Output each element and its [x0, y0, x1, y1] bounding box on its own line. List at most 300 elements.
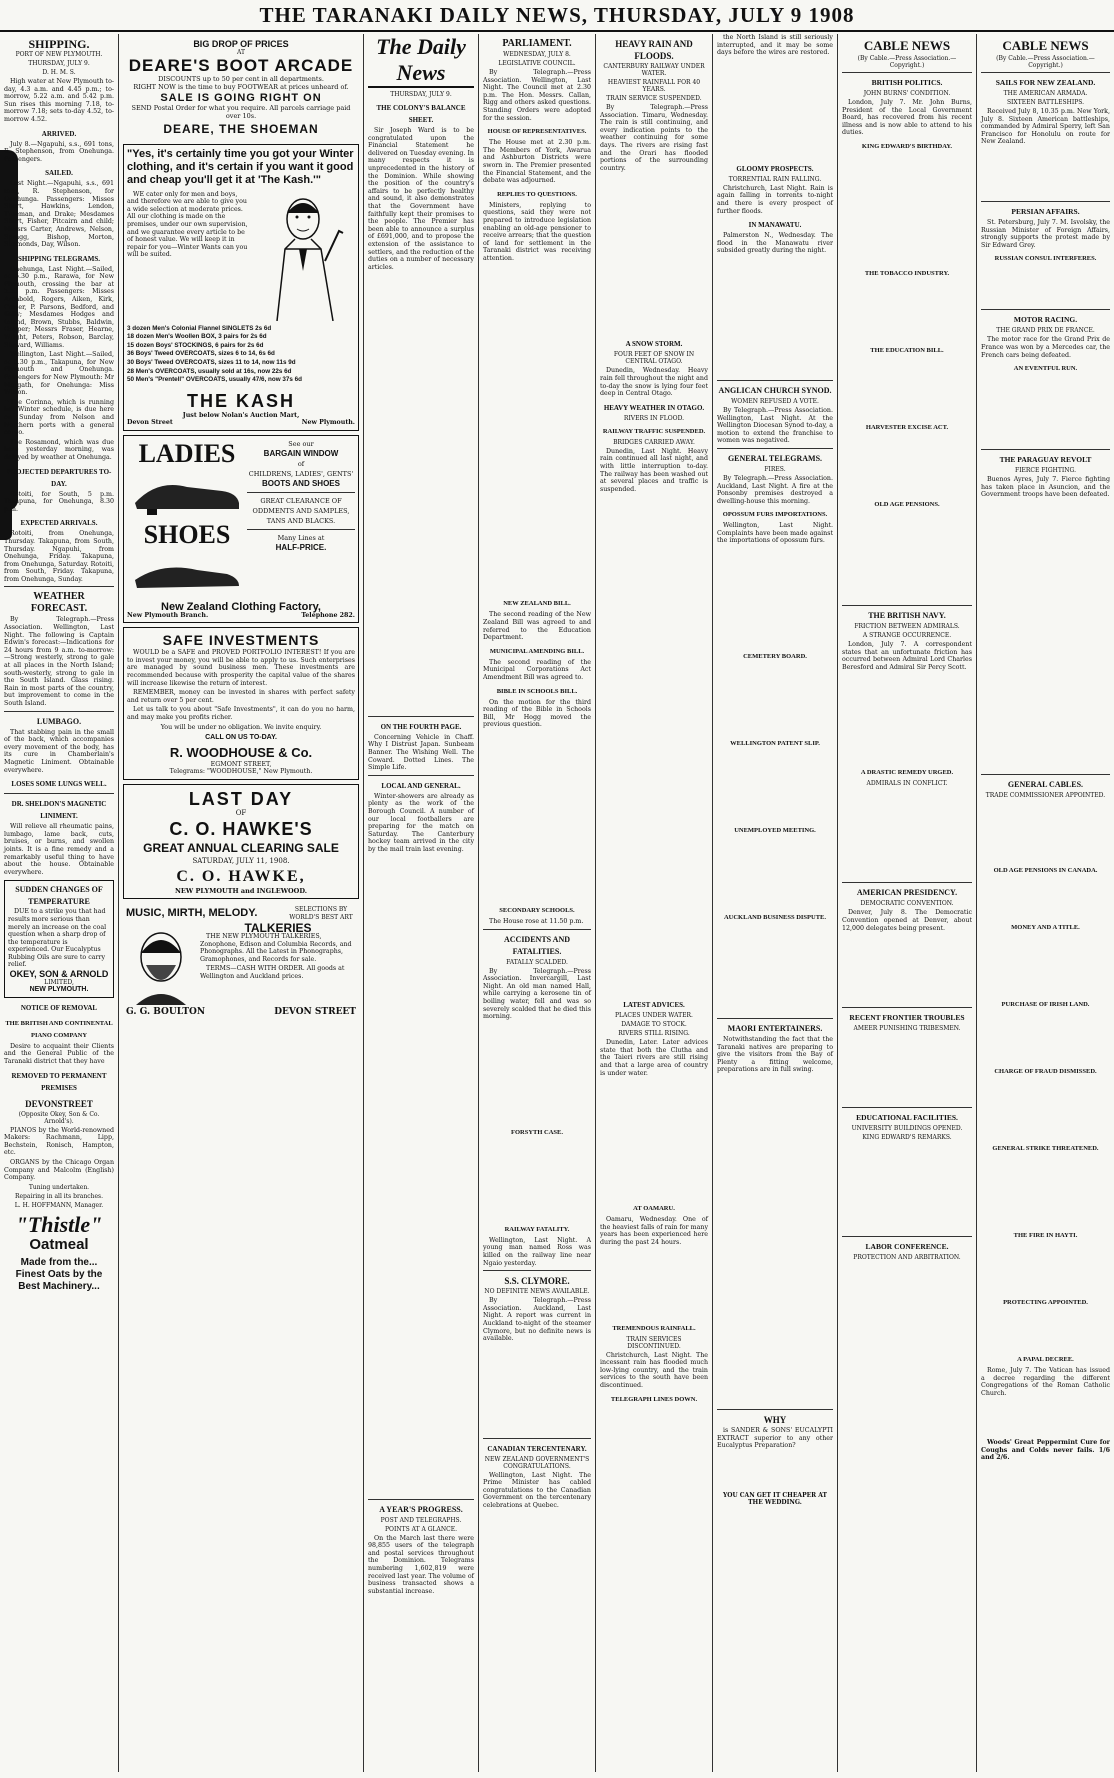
music-body: THE NEW PLYMOUTH TALKERIES, Zonophone, Edison and Columbia Records, and Phonographs. All the Latest in Phonographs, Gramophones, and Records for sale. [200, 932, 352, 963]
shipping-date: THURSDAY, JULY 9. [28, 60, 90, 67]
deare-sale: SALE IS GOING RIGHT ON [160, 92, 322, 105]
safe-remember: REMEMBER, money can be invested in shares with perfect safety and return over 5 per cent. [127, 689, 355, 704]
clymore-title: S.S. CLYMORE. [504, 1276, 570, 1287]
thistle-tag2: Finest Oats by the [15, 1268, 103, 1280]
unemployed-title: UNEMPLOYED MEETING. [734, 827, 816, 835]
labor-title: LABOR CONFERENCE. [865, 1242, 949, 1252]
arrived-body: July 8.—Ngapuhi, s.s., 691 tons, E. Stephenson, from Onehunga. Passengers. [4, 140, 114, 163]
pardon-text-block [981, 1310, 1110, 1350]
hawke-line1: LAST DAY [188, 789, 294, 809]
fraud-title: CHARGE OF FRAUD DISMISSED. [994, 1067, 1097, 1075]
shipping-port: PORT OF NEW PLYMOUTH. [15, 51, 103, 58]
ladies-right2: BARGAIN WINDOW [263, 448, 339, 458]
shipping-telegrams-title: SHIPPING TELEGRAMS. [18, 254, 100, 263]
column-shipping [0, 34, 118, 1772]
opossum-title: OPOSSUM FURS IMPORTATIONS. [722, 511, 828, 519]
parliament-date: WEDNESDAY, JULY 8. [503, 51, 571, 58]
music-street: DEVON STREET [274, 1007, 356, 1018]
shipping-wellington: Wellington, Last Night.—Sailed, at 6.30 p.m., Takapuna, for New Plymouth and Onehunga. Passengers for New Plymouth: Mr Morgath, for Onehunga: Miss Wilson. [4, 351, 114, 397]
harvester-text-block [842, 435, 972, 495]
removal-company: THE BRITISH AND CONTINENTAL PIANO COMPANY [5, 1019, 113, 1039]
eventful-text-block [981, 376, 1110, 446]
latest-sub2: DAMAGE TO STOCK. [621, 1021, 687, 1029]
thistle-product: Oatmeal [29, 1235, 89, 1253]
fleet-sub: SIXTEEN BATTLESHIPS. [1006, 99, 1085, 106]
deare-sign: DEARE, THE SHOEMAN [163, 121, 319, 136]
clymore-sub: NO DEFINITE NEWS AVAILABLE. [484, 1288, 590, 1296]
hawke-town: NEW PLYMOUTH and INGLEWOOD. [174, 886, 307, 895]
shipping-telegrams-body: Onehunga, Last Night.—Sailed, at 5.30 p.m., Rarawa, for New Plymouth, crossing the bar at 5.53 p.m. Passengers: Misses Archbold, Rogers, Aiken, Kirk, Fraser, P. Parsons, Bedford, and Kelly; Mesdames Hodges and Inland, Brown, Stubbs, Baldwin, Hopper; Messrs Fraser, Hearne, Wright, Peters, Robson, Barclay, Steward, Williams. [4, 265, 114, 349]
clymore-text-block [483, 1345, 591, 1435]
mid-text-block [717, 59, 833, 159]
paraguay-sub: FIERCE FIGHTING. [1015, 467, 1076, 475]
lumbago-body: That stabbing pain in the small of the back, which accompanies every movement of the body, has its cure in Chamberlain's Magnetic Liniment. Obtainable everywhere. [4, 728, 114, 774]
tobacco-title: THE TOBACCO INDUSTRY. [864, 269, 950, 277]
music-sign: G. G. BOULTON [126, 1007, 206, 1018]
why-body: is SANDER & SONS' EUCALYPTI EXTRACT superior to any other Eucalyptus Preparation? [717, 1427, 833, 1450]
american-sub: DEMOCRATIC CONVENTION. [860, 900, 954, 908]
fourth-page-body: Concerning Vehicle in Chaff. Why I Distrust Japan. Sunbeam Banner. The Wishing Well. The Coward. Dotted Lines. The Simple Life. [368, 733, 474, 772]
ladies-right5: BOOTS AND SHOES [262, 478, 340, 488]
music-title: MUSIC, MIRTH, MELODY. [126, 906, 258, 919]
edufac-sub: UNIVERSITY BUILDINGS OPENED. [851, 1125, 963, 1133]
ladies-right3: of [297, 459, 305, 468]
pardon-title: PROTECTING APPOINTED. [1003, 1298, 1088, 1306]
anglican-body: By Telegraph.—Press Association. Wellington, Last Night. At the Wellington Diocesan Synod to-day, a motion to extend the franchise to women was negatived. [717, 406, 833, 445]
opossum-body: Wellington, Last Night. Complaints have been made against the importations of opossum furs. [717, 522, 833, 545]
ladies-right1: See our [288, 439, 314, 448]
progress-sub2: POINTS AT A GLANCE. [385, 1525, 457, 1533]
thistle-ad [4, 1213, 114, 1293]
parliament-title: PARLIAMENT. [502, 38, 572, 49]
canada-pensions-title: OLD AGE PENSIONS IN CANADA. [993, 866, 1098, 874]
politics-sub: JOHN BURNS' CONDITION. [863, 90, 951, 97]
accidents-sub: FATALLY SCALDED. [506, 958, 568, 966]
traffic-sub: BRIDGES CARRIED AWAY. [613, 438, 695, 446]
hawke-sale-ad [123, 784, 359, 899]
bill1-body: The second reading of the New Zealand Bill was agreed to and referred to the Education Department. [483, 611, 591, 642]
accidents-title: ACCIDENTS AND FATALITIES. [503, 934, 570, 956]
daily-news-title: The Daily News [368, 34, 474, 88]
navy-text-block [842, 673, 972, 763]
rain-sub3: TRAIN SERVICE SUSPENDED. [606, 95, 702, 102]
old-age-pensions-title: OLD AGE PENSIONS. [874, 500, 940, 508]
navy-sub2: A STRANGE OCCURRENCE. [862, 631, 952, 639]
fourth-page-title: ON THE FOURTH PAGE. [380, 722, 462, 731]
maori-text-block [717, 1076, 833, 1406]
editorial-text-block [368, 283, 474, 713]
gloomy-body: Christchurch, Last Night. Rain is again falling in torrents to-night and there is every prospect of further floods. [717, 184, 833, 215]
deare-line4: RIGHT NOW is the time to buy FOOTWEAR at prices unheard of. [133, 82, 349, 91]
okey-limited: LIMITED, [44, 978, 74, 986]
latest-title: LATEST ADVICES. [623, 1001, 685, 1010]
maori-title: MAORI ENTERTAINERS. [727, 1024, 823, 1034]
expected-title: EXPECTED ARRIVALS. [20, 519, 98, 528]
latest-sub3: RIVERS STILL RISING. [618, 1030, 690, 1038]
weather-body: By Telegraph.—Press Association. Wellington, Last Night. The following is Captain Edwin's forecast:—Indications for 24 hours from 9 a.m. to-morrow:—Strong westerly, strong to gale at all places in the North Island; south-westerly, strong to gale in the South Island. Glass rising. Rain in most parts of the country, but improvement to come in the South Island. [4, 616, 114, 707]
column-general-telegrams [713, 34, 837, 1772]
strike-text-block [981, 1156, 1110, 1226]
sails-title: SAILS FOR NEW ZEALAND. [995, 78, 1096, 87]
departures-title: PROJECTED DEPARTURES TO-DAY. [6, 467, 112, 488]
russian-text-block [981, 266, 1110, 306]
fires-body: By Telegraph.—Press Association. Auckland, Last Night. A fire at the Ponsonby premises destroyed a dwelling-house this morning. [717, 474, 833, 505]
maori-body: Notwithstanding the fact that the Taranaki natives are preparing to give the visitors from the Bay of Plenty a fitting welcome, preparations are in full swing. [717, 1036, 833, 1074]
hawke-name: C. O. HAWKE'S [169, 818, 313, 839]
kash-name: THE KASH [186, 390, 295, 411]
general-telegrams-title: GENERAL TELEGRAMS. [727, 453, 823, 463]
education-bill-title: THE EDUCATION BILL. [870, 346, 944, 354]
safe-investments-ad [123, 627, 359, 780]
navy-body: London, July 7. A correspondent states that an unfortunate friction has occurred between Admiral Lord Charles Beresford and Admiral Sir Percy Scott. [842, 640, 972, 671]
tobacco-text-block [842, 281, 972, 341]
american-title: AMERICAN PRESIDENCY. [856, 888, 958, 898]
fleet-body: Received July 8, 10.35 p.m. New York, July 8. Sixteen American battleships, commanded by Admiral Sperry, left San Francisco for Honolulu on route for New Zealand. [981, 108, 1110, 146]
cemetery-title: CEMETERY BOARD. [743, 653, 807, 661]
bill-text-block [483, 731, 591, 901]
column-heavy-rain [596, 34, 712, 1772]
ladies-shoes-ad [123, 435, 359, 623]
kash-item: 28 Men's OVERCOATS, usually sold at 16s, now 22s 6d [127, 367, 292, 375]
kash-ad [123, 144, 359, 431]
tremendous-title: TREMENDOUS RAINFALL. [612, 1324, 696, 1332]
forsyth-title: FORSYTH CASE. [510, 1128, 563, 1136]
removal-opposite: (Opposite Okey, Son & Co. Arnold's). [18, 1110, 100, 1125]
safe-street: EGMONT STREET, [210, 760, 272, 768]
cable1-title: CABLE NEWS [863, 38, 951, 53]
eventful-title: AN EVENTFUL RUN. [1013, 365, 1078, 373]
progress-title: A YEAR'S PROGRESS. [379, 1504, 463, 1514]
unemployed-text-block [717, 838, 833, 908]
removal-repairs: Repairing in all its branches. [14, 1192, 104, 1200]
kash-item: 15 dozen Boys' STOCKINGS, 6 pairs for 2s 6d [127, 341, 264, 349]
hawke-sale: GREAT ANNUAL CLEARING SALE [143, 840, 339, 855]
removal-title: NOTICE OF REMOVAL [20, 1003, 98, 1012]
general-cables-sub: TRADE COMMISSIONER APPOINTED. [985, 791, 1106, 799]
cemetery-text-block [717, 664, 833, 734]
accidents-body: By Telegraph.—Press Association. Invercargill, Last Night. An old man named Hall, while carrying a kerosene tin of boiling water, fell and was so severely scalded that he died this morning. [483, 967, 591, 1021]
rain-sub1: CANTERBURY RAILWAY UNDER WATER. [603, 63, 705, 77]
deare-ad [123, 38, 359, 140]
money-title: MONEY AND A TITLE. [1011, 923, 1080, 931]
progress-body: On the March last there were 98,855 users of the telegraph and postal services throughout the Dominion. Telegrams numbering 1,602,819 were received last year. The volume of business transacted shows a substantial increase. [368, 1534, 474, 1595]
kash-item: 36 Boys' Tweed OVERCOATS, sizes 6 to 14, 6s 6d [127, 350, 275, 358]
shipping-rosamond: The Rosamond, which was due here yesterday morning, was delayed by weather at Onehunga. [4, 438, 114, 461]
replies-title: REPLIES TO QUESTIONS. [497, 190, 577, 198]
general-cables-title: GENERAL CABLES. [1007, 779, 1084, 789]
frontier-text-block [842, 1034, 972, 1104]
ladies-right8: HALF-PRICE. [275, 542, 327, 552]
cable1-sub: (By Cable.—Press Association.—Copyright.) [857, 55, 957, 69]
tremendous-sub: TRAIN SERVICES DISCONTINUED. [626, 1335, 682, 1350]
papal-text-block [981, 1399, 1110, 1439]
edufac-text-block [842, 1143, 972, 1233]
money-text-block [981, 935, 1110, 995]
bill3-title: BIBLE IN SCHOOLS BILL. [496, 687, 578, 695]
kash-addr2: Devon Street [127, 419, 173, 427]
sudden-changes-ad [4, 880, 114, 998]
anglican-sub: WOMEN REFUSED A VOTE. [731, 397, 819, 405]
daily-news-date: THURSDAY, JULY 9. [390, 91, 452, 98]
rain-body: By Telegraph.—Press Association. Timaru, Wednesday. The rain is still continuing, and every indication points to the weather continuing for some days. The rivers are rising fast and the Orari has flooded portions of the surrounding country. [600, 104, 708, 172]
edufac-title: EDUCATIONAL FACILITIES. [856, 1113, 958, 1123]
kash-addr3: New Plymouth. [301, 419, 355, 427]
portrait-illustration [126, 925, 196, 1005]
frontier-title: RECENT FRONTIER TROUBLES [849, 1013, 965, 1023]
kash-addr1: Just below Nolan's Auction Mart, [182, 411, 300, 419]
russian-title: RUSSIAN CONSUL INTERFERES. [994, 255, 1097, 263]
latest-text-block [600, 1079, 708, 1199]
sheldon-title: DR. SHELDON'S MAGNETIC LINIMENT. [11, 800, 107, 821]
kash-item: 3 dozen Men's Colonial Flannel SINGLETS 2s 6d [127, 324, 272, 332]
deare-line2: AT [236, 48, 245, 56]
opossum-text-block [717, 547, 833, 647]
rain-title: HEAVY RAIN AND FLOODS. [615, 39, 693, 61]
hawke-line2: OF [235, 809, 247, 817]
local-title: LOCAL AND GENERAL. [381, 781, 461, 790]
editorial-title: THE COLONY'S BALANCE SHEET. [376, 104, 466, 124]
cable2-title: CABLE NEWS [1002, 38, 1089, 53]
house-title: HOUSE OF REPRESENTATIVES. [487, 128, 587, 136]
editorial-body-continued [368, 273, 474, 281]
canada-pensions-text-block [981, 878, 1110, 918]
hawke-date: SATURDAY, JULY 11, 1908. [192, 856, 290, 865]
bill2-body: The second reading of the Municipal Corporations Act Amendment Bill was agreed to. [483, 658, 591, 682]
kash-item: 18 dozen Men's Woollen BOX, 3 pairs for 2s 6d [127, 333, 267, 341]
safe-body: WOULD be a SAFE and PROVED PORTFOLIO INTEREST! If you are to invest your money, you will be able to apply to us. Such enterprises are managed by sound business men. These investments are recommended because with prosperity the capital value of the shares will increase likewise the return of interest. [127, 649, 355, 687]
ladies-right6: GREAT CLEARANCE OF ODDMENTS AND SAMPLES, TANS AND BLACKS. [252, 496, 350, 525]
kash-item: 50 Men's "Prentell" OVERCOATS, usually 47/6, now 37s 6d [127, 376, 302, 384]
shipping-title: SHIPPING. [28, 37, 90, 51]
snow-body: Dunedin, Wednesday. Heavy rain fell throughout the night and to-day the snow is lying four feet deep in Central Otago. [600, 367, 708, 398]
sudden-body: DUE to a strike you that had results more serious than merely an increase on the coal question when a sharp drop of the temperature is experienced. Our Eucalyptus Rubbing Oils are sure to carry relief. [8, 908, 107, 969]
removal-organs: ORGANS by the Chicago Organ Company and Malcolm (English) Company. [4, 1159, 114, 1182]
bill3-body: On the motion for the third reading of the Bible in Schools Bill, Mr Hogg moved the previous question. [483, 698, 591, 729]
mid-body: the North Island is still seriously interrupted, and it may be some days before the wires are restored. [717, 34, 833, 57]
canada-title: CANADIAN TERCENTENARY. [487, 1444, 587, 1453]
editorial-body: Sir Joseph Ward is to be congratulated upon the Financial Statement he delivered on Tuesday evening. In many respects it is unprecedented in the history of the Dominion. While showing the position of the country's affairs to be perfectly healthy and sound, it also demonstrates that the Government have faithfully kept their promises to the people. The Premier has been able to announce a surplus of £691,000, and to propose the extension of the assistance to settlers, and the reduction of the duties on a number of necessary articles. [368, 127, 474, 271]
motor-body: The motor race for the Grand Prix de France was won by a Mercedes car, the French cars being defeated. [981, 336, 1110, 359]
thistle-tag1: Made from the... [20, 1256, 98, 1268]
tremendous-body: Christchurch, Last Night. The incessant rain has flooded much low-lying country, and the train services to the south have been discontinued. [600, 1351, 708, 1389]
ladies-footer: New Zealand Clothing Factory, [161, 601, 321, 614]
cable2-bottom: Woods' Great Peppermint Cure for Coughs and Colds never fails. 1/6 and 2/6. [981, 1439, 1110, 1462]
shoe-illustration [127, 469, 247, 517]
safe-title: SAFE INVESTMENTS [162, 632, 320, 649]
lumbago-title: LUMBAGO. [36, 716, 82, 726]
safe-call: CALL ON US TO-DAY. [205, 734, 277, 742]
local-body: Winter-showers are already as plenty as the work of the Borough Council. A number of our local footballers are preparing for the match on Saturday. The Canterbury hockey team arrived in the city by the mail train last evening. [368, 792, 474, 853]
removal-street: DEVONSTREET [25, 1098, 93, 1109]
replies-text-block [483, 264, 591, 594]
papal-title: A PAPAL DECREE. [1017, 1355, 1074, 1363]
motor-sub: THE GRAND PRIX DE FRANCE. [996, 327, 1095, 335]
auckland-text-block [717, 925, 833, 1015]
otago-title: HEAVY WEATHER IN OTAGO. [603, 403, 705, 412]
labor-sub: PROTECTION AND ARBITRATION. [853, 1254, 961, 1262]
manawatu-title: IN MANAWATU. [748, 221, 802, 230]
expected-body: Rotoiti, from Onehunga, Thursday. Takapuna, from South, Thursday. Ngapuhi, from Onehunga, Friday. Takapuna, from Onehunga, Saturday. Rotoiti, from South, Friday. Takapuna, from Onehunga, Sunday. [4, 530, 114, 583]
safe-tel: Telegrams: "WOODHOUSE," New Plymouth. [169, 768, 313, 776]
education-text-block [842, 358, 972, 418]
hawke-sign: C. O. HAWKE, [176, 867, 306, 885]
okey-name: OKEY, SON & ARNOLD [9, 969, 109, 980]
paraguay-text-block [981, 501, 1110, 771]
removal-tuning: Tuning undertaken. [28, 1183, 90, 1191]
departures-body: Rotoiti, for South, 5 p.m. Takapuna, for Onehunga, 8.30 p.m. [4, 490, 114, 513]
traffic-text-block [600, 495, 708, 995]
otago-sub: RIVERS IN FLOOD. [623, 414, 685, 422]
house-body: The House met at 2.30 p.m. The Members of York, Awarua and Ashburton Districts were sworn in. The Premier presented the Financial Statement, and the debate was adjourned. [483, 139, 591, 185]
railway-title: RAILWAY FATALITY. [504, 1225, 570, 1233]
pension-text-block [842, 512, 972, 602]
snow-sub: FOUR FEET OF SNOW IN CENTRAL OTAGO. [613, 351, 695, 366]
papal-body: Rome, July 7. The Vatican has issued a decree regarding the different Congregations of the Roman Catholic Church. [981, 1366, 1110, 1397]
parliament-body: By Telegraph.—Press Association. Wellington, Last Night. The Council met at 2.30 p.m. The Hon. Messrs. Callan, Rigg and others asked questions. Standing Orders were adopted for the session. [483, 69, 591, 122]
irish-land-text-block [981, 1012, 1110, 1062]
navy-title: THE BRITISH NAVY. [868, 610, 946, 620]
parliament-sub: LEGISLATIVE COUNCIL. [498, 60, 576, 67]
music-sub: SELECTIONS BY WORLD'S BEST ART [289, 906, 353, 921]
latest-body: Dunedin, Later. Later advices state that both the Clutha and the Taieri rivers are still rising and that a large area of country is under water. [600, 1039, 708, 1077]
local-text-block [368, 856, 474, 1496]
column-advertisements [119, 34, 363, 1772]
clymore-body: By Telegraph.—Press Association. Auckland, Last Night. A report was current in Auckland to-night of the steamer Clymore, but no definite news is available. [483, 1297, 591, 1343]
anglican-title: ANGLICAN CHURCH SYNOD. [718, 385, 832, 395]
ladies-word: LADIES [138, 438, 236, 468]
motor-title: MOTOR RACING. [1013, 315, 1078, 325]
arrived-title: ARRIVED. [41, 129, 77, 138]
fleet-title: THE AMERICAN ARMADA. [1003, 90, 1088, 97]
navy-sub: FRICTION BETWEEN ADMIRALS. [854, 622, 960, 630]
accidents-text-block [483, 1023, 591, 1123]
manawatu-body: Palmerston N., Wednesday. The flood in the Manawatu river subsided greatly during the night. [717, 232, 833, 255]
politics-body: London, July 7. Mr. John Burns, President of the Local Government Board, has recovered from his recent illness and is now able to attend to his duties. [842, 99, 972, 137]
auckland-title: AUCKLAND BUSINESS DISPUTE. [723, 914, 827, 922]
gloomy-title: GLOOMY PROSPECTS. [736, 164, 814, 173]
sailed-body: Last Night.—Ngapuhi, s.s., 691 tons, R. Stephenson, for Onehunga. Passengers: Misses Short, Hawkins, Lendon, Trueman, and Drake; Mesdames Short, Fisher, Pitcairn and child; Messrs Carter, Andrews, Nelson, Spragg, Bishop, Morton, Simmonds, Day, Wilson. [4, 180, 114, 249]
traffic-body: Dunedin, Last Night. Heavy rain continued all last night, and with little interruption to-day. The railway has been washed out at several places and traffic is suspended. [600, 447, 708, 493]
railway-body: Wellington, Last Night. A young man named Ross was killed on the railway line near Ngaio yesterday. [483, 1236, 591, 1267]
american-body: Denver, July 8. The Democratic Convention opened at Denver, about 12,000 delegates being present. [842, 909, 972, 932]
kash-body: WE cater only for men and boys, and therefore we are able to give you a wide selection at moderate prices. All our clothing is made on the premises, under our own supervision, and we guarantee every article to be of honest value. We will keep it in repair for you—Winter Wants can you will be suited. [127, 190, 248, 259]
harvester-title: HARVESTER EXCISE ACT. [865, 423, 949, 431]
admirals-title: ADMIRALS IN CONFLICT. [866, 780, 948, 788]
thistle-tag3: Best Machinery... [18, 1280, 100, 1292]
oamaru-body: Oamaru, Wednesday. One of the heaviest falls of rain for many years has been experienced here during the past 24 hours. [600, 1216, 708, 1247]
edward-text-block [842, 154, 972, 264]
deare-line5: SEND Postal Order for what you require. All parcels carriage paid over 10s. [131, 104, 351, 120]
shoes-word: SHOES [143, 519, 231, 549]
sailed-title: SAILED. [45, 169, 73, 178]
cable2-sub: (By Cable.—Press Association.—Copyright.) [996, 55, 1095, 69]
safe-firm: R. WOODHOUSE & Co. [169, 744, 313, 760]
talkeries-title: TALKERIES [244, 921, 312, 936]
column-daily-news [364, 34, 478, 1772]
drastic-title: A DRASTIC REMEDY URGED. [860, 769, 954, 777]
paraguay-title: THE PARAGUAY REVOLT [999, 455, 1092, 465]
music-ad [123, 903, 359, 1020]
shoe-illustration [127, 550, 247, 598]
shipping-corinna: The Corinna, which is running her Winter schedule, is due here on Sunday from Nelson and Northern ports with a general cargo. [4, 398, 114, 437]
forsyth-text-block [483, 1140, 591, 1220]
why-text-block [717, 1452, 833, 1492]
ladies-right4: CHILDRENS, LADIES', GENTS' [248, 469, 354, 478]
kash-quote: "Yes, it's certainly time you got your Winter clothing, and it's certain if you want it good and cheap you'll get it at 'The Kash.'" [127, 147, 354, 186]
patent-text-block [717, 751, 833, 821]
safe-oblig: You will be under no obligation. We invite enquiry. [160, 723, 322, 731]
hayti-title: THE FIRE IN HAYTI. [1013, 1231, 1078, 1239]
removal-signed: L. H. HOFFMANN, Manager. [14, 1201, 104, 1209]
irish-land-title: PURCHASE OF IRISH LAND. [1001, 1000, 1090, 1008]
politics-title: BRITISH POLITICS. [871, 78, 943, 87]
frontier-sub: AMEER PUNISHING TRIBESMEN. [853, 1025, 961, 1033]
okey-town: NEW PLYMOUTH. [29, 986, 89, 994]
removal-pianos: PIANOS by the World-renowned Makers: Rachmann, Lipp, Bechstein, Ronisch, Hampton, etc. [4, 1126, 114, 1157]
tide-table-header: D. H. M. S. [42, 69, 76, 76]
sudden-title: SUDDEN CHANGES OF TEMPERATURE [15, 885, 103, 907]
hayti-text-block [981, 1243, 1110, 1293]
edward-title: KING EDWARD'S BIRTHDAY. [861, 142, 953, 150]
tide-note: High water at New Plymouth to-day, 4.3 a.m. and 4.45 p.m.; to-morrow, 5.22 a.m. and 5.42 p.m. Sun rises this morning 7.18, to-morrow 7.18; sets to-day 4.52, to-morrow 4.52. [4, 78, 114, 123]
deare-name: DEARE'S BOOT ARCADE [128, 56, 354, 76]
deare-line1: BIG DROP OF PRICES [193, 39, 289, 49]
bill2-title: MUNICIPAL AMENDING BILL. [489, 647, 585, 655]
persian-body: St. Petersburg, July 7. M. Isvolsky, the Russian Minister of Foreign Affairs, strongly supports the protest made by Sir Edward Grey. [981, 218, 1110, 249]
why-title: WHY [763, 1415, 787, 1426]
admirals-text-block [842, 789, 972, 879]
fires-title: FIRES. [764, 465, 786, 473]
oamaru-title: AT OAMARU. [633, 1205, 675, 1213]
progress-sub: POST AND TELEGRAPHS. [380, 1516, 462, 1524]
thistle-brand: "Thistle" [15, 1211, 103, 1237]
canada-body: Wellington, Last Night. The Prime Minister has cabled congratulations to the Canadian Government on the tercentenary celebrations at Quebec. [483, 1471, 591, 1510]
weather-title: WEATHER FORECAST. [30, 591, 88, 615]
oamaru-text-block [600, 1249, 708, 1319]
music-terms: TERMS—CASH WITH ORDER. All goods at Wellington and Auckland prices. [200, 965, 345, 980]
secondary-body: The House rose at 11.50 p.m. [489, 918, 584, 925]
column-parliament [479, 34, 595, 1772]
column-cable-news-2 [977, 34, 1114, 1772]
man-illustration [255, 191, 355, 321]
ladies-tel: Telephone 282. [301, 611, 355, 619]
edufac-sub2: KING EDWARD'S REMARKS. [862, 1134, 952, 1142]
patent-title: WELLINGTON PATENT SLIP. [730, 740, 820, 748]
safe-talk: Let us talk to you about "Safe Investments", it can do you no harm, and may make you profits richer. [127, 706, 355, 722]
fleet-text-block [981, 148, 1110, 198]
fraud-text-block [981, 1079, 1110, 1139]
removal-body: Desire to acquaint their Clients and the General Public of the Taranaki district that they have [4, 1042, 114, 1066]
telegraph-lines-title: TELEGRAPH LINES DOWN. [610, 1395, 698, 1403]
ladies-right7: Many Lines at [277, 533, 325, 542]
latest-sub: PLACES UNDER WATER. [615, 1012, 693, 1020]
american-text-block [842, 934, 972, 1004]
lumbago-sub: LOSES SOME LUNGS WELL. [11, 780, 107, 789]
traffic-title: RAILWAY TRAFFIC SUSPENDED. [602, 427, 706, 435]
masthead: THE TARANAKI DAILY NEWS, THURSDAY, JULY 9 1908 [0, 0, 1114, 32]
snow-title: A SNOW STORM. [625, 340, 683, 349]
bill1-title: NEW ZEALAND BILL. [503, 600, 571, 608]
persian-title: PERSIAN AFFAIRS. [1011, 206, 1080, 216]
deare-line3: DISCOUNTS up to 50 per cent in all departments. [158, 75, 324, 84]
removal-removed: REMOVED TO PERMANENT PREMISES [11, 1071, 107, 1092]
column-cable-news-1 [838, 34, 976, 1772]
paraguay-body: Buenos Ayres, July 7. Fierce fighting has taken place in Asuncion, and the Government troops have been defeated. [981, 476, 1110, 499]
ladies-footer2: New Plymouth Branch. [127, 611, 209, 619]
gloomy-sub: TORRENTIAL RAIN FALLING. [728, 175, 822, 183]
canada-sub: NEW ZEALAND GOVERNMENT'S CONGRATULATIONS. [484, 1455, 590, 1470]
manawatu-text-block [717, 257, 833, 377]
